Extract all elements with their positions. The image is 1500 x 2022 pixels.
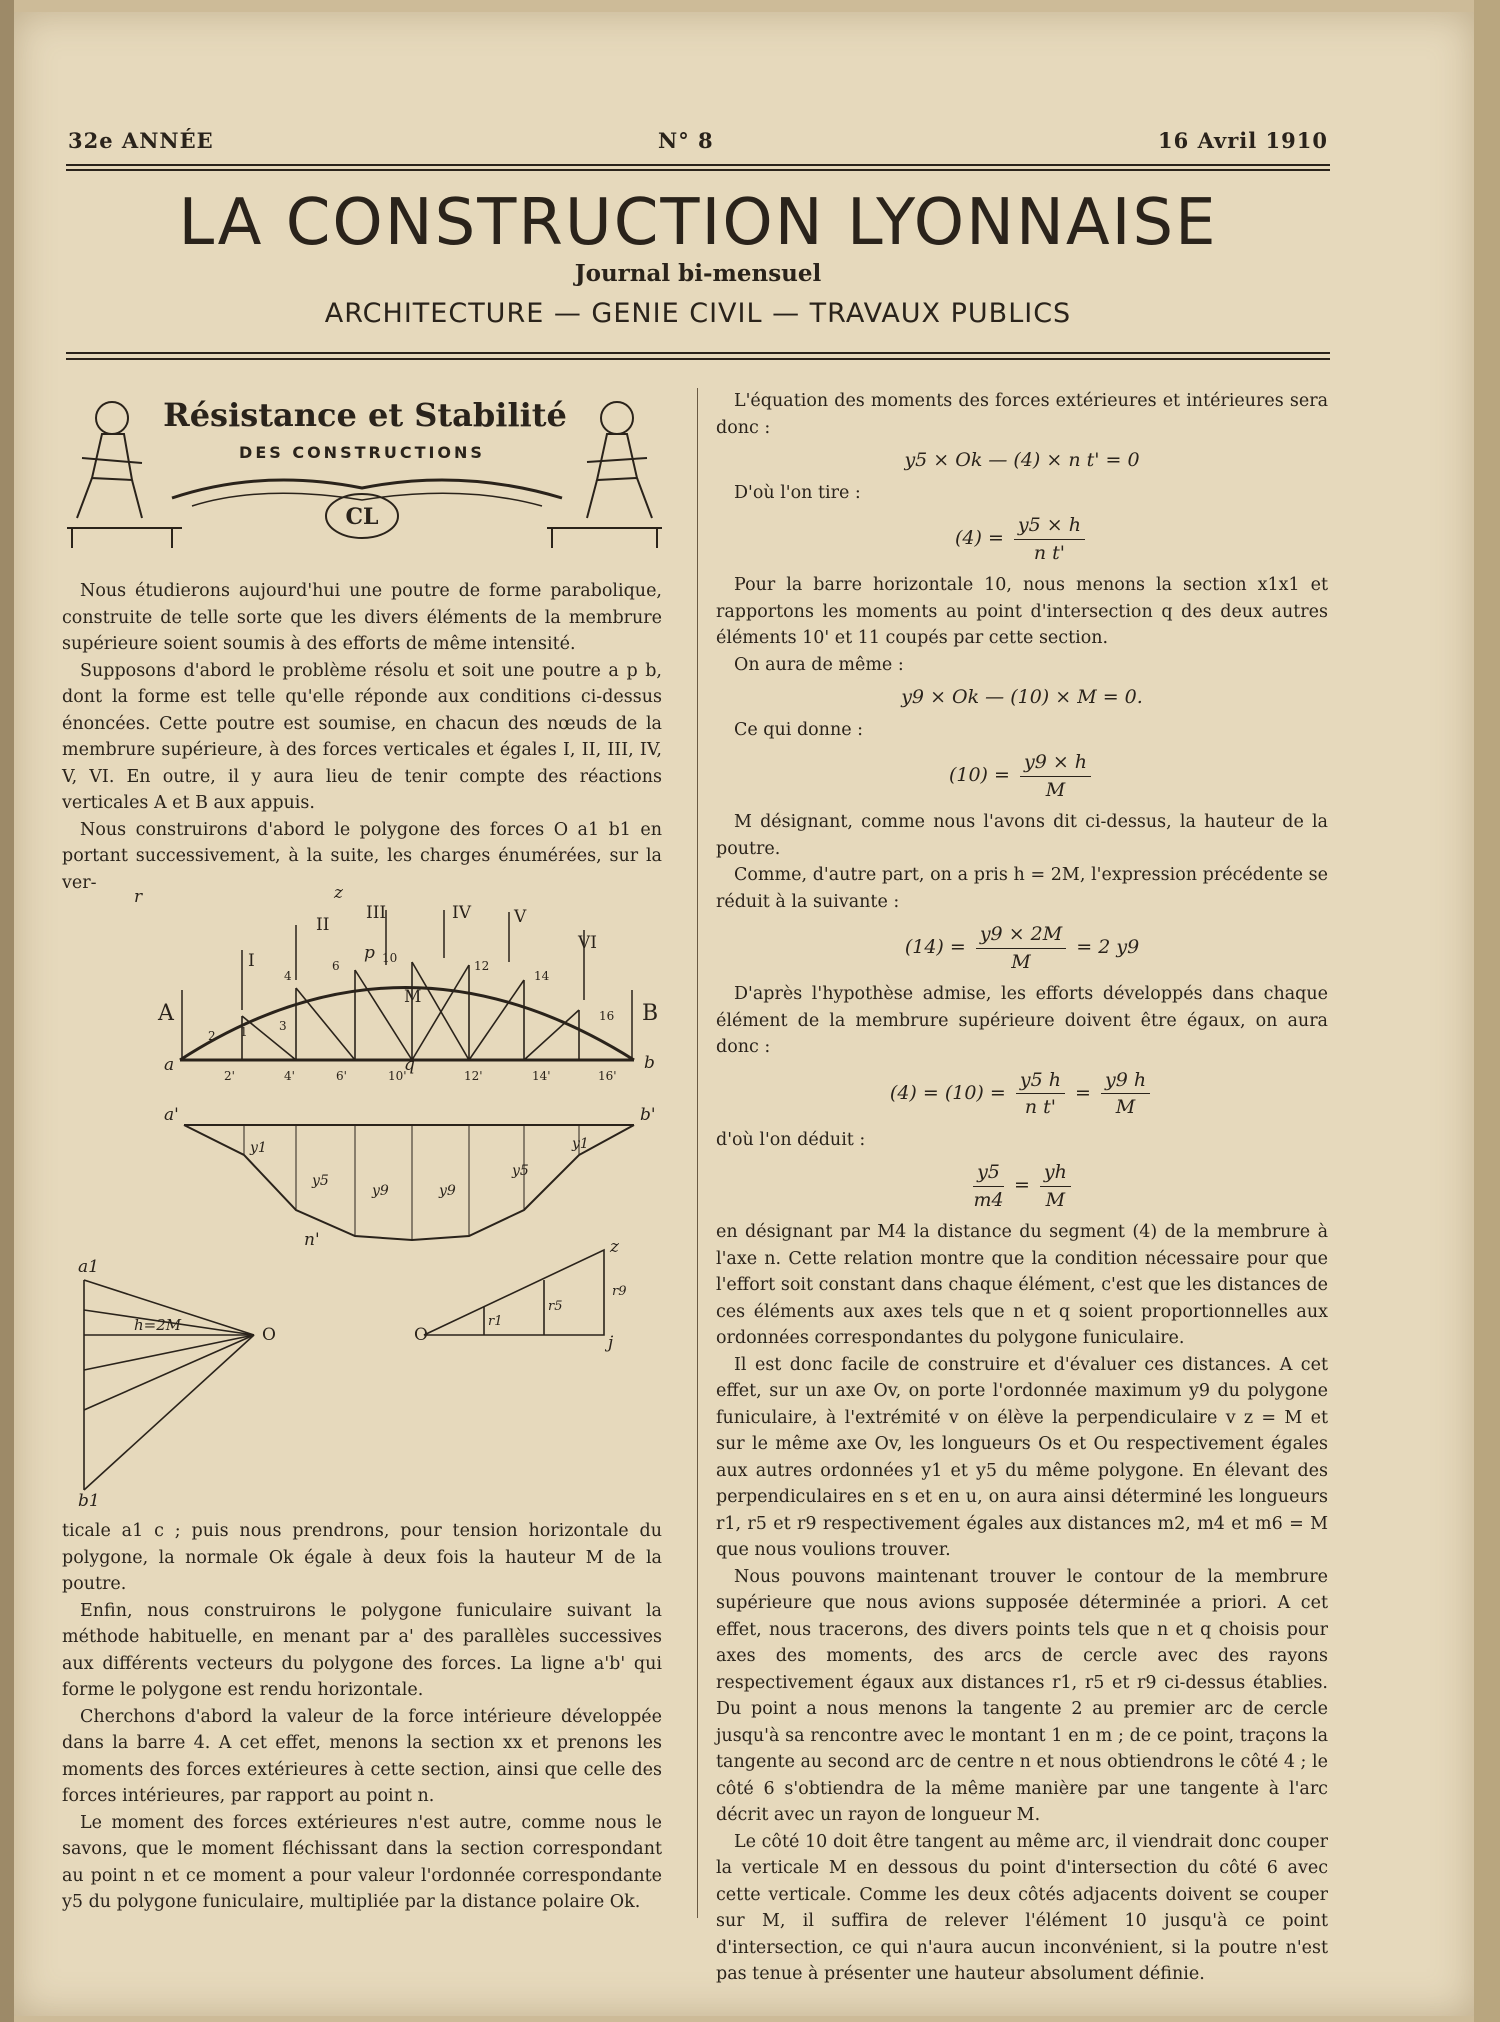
paragraph: Supposons d'abord le problème résolu et soit une poutre a p b, dont la forme est telle qu'elle réponde aux conditions ci-dessus énoncées. Cette poutre est soumise, en chacun des nœuds de la membrure supérieure, à des forces verticales et égales I, II, III, IV, V, VI. En outre, il y aura lieu de tenir compte des réactions verticales A et B aux appuis. [62,660,662,813]
paragraph: en désignant par M4 la distance du segment (4) de la membrure à l'axe n. Cette relation montre que la condition nécessaire pour que l'effort soit constant dans chaque élément, c'est que les distances de ces éléments aux axes tels que n et q soient proportionnelles aux ordonnées correspondantes du polygone funiculaire. [716,1222,1328,1348]
equation: y5 × Ok — (4) × n t' = 0 [904,449,1140,471]
header-rule-top [66,164,1330,166]
paragraph: Nous construirons d'abord le polygone des forces O a1 b1 en portant successivement, à la suite, les charges énumérées, sur la ver- [62,819,662,893]
point-label: j [608,1333,614,1353]
paragraph: Nous pouvons maintenant trouver le contour de la membrure supérieure que nous avions supposée déterminée a priori. A cet effet, nous tracerons, des divers points tels que n et q choisis pour axes des moments, des arcs de cercle avec des rayons respectivement égaux aux distances r1, r5 et r9 ci-dessus établies. Du point a nous menons la tangente 2 au premier arc de cercle jusqu'à sa rencontre avec le montant 1 en m ; de ce point, traçons la tangente au second arc de centre n et nous obtiendrons le côté 4 ; le côté 6 s'obtiendra de la même manière par une tangente à l'arc décrit avec un rayon de longueur M. [716,1566,1328,1825]
masthead-subtitle: Journal bi-mensuel [574,260,822,287]
force-polygon [84,1280,254,1490]
bar-label: 16' [598,1069,617,1083]
point-label: b' [640,1105,656,1125]
equation [716,921,1328,975]
point-label: r [134,887,143,907]
point-label: n' [304,1230,320,1250]
header-row [68,128,1328,153]
equation [716,512,1328,566]
column-separator [697,388,698,1918]
fraction [1020,749,1091,803]
fraction [976,921,1066,975]
point-label: q [404,1055,415,1075]
load-label: II [316,915,330,935]
denominator: m4 [973,1188,1004,1211]
paragraph: Pour la barre horizontale 10, nous menons la section x1x1 et rapportons les moments au point d'intersection q des deux autres éléments 10' et 11 coupés par cette section. [716,575,1328,648]
equals-sign: = [1013,1174,1030,1196]
paragraph: M désignant, comme nous l'avons dit ci-dessus, la hauteur de la poutre. [716,812,1328,859]
ordinate-label: y9 [372,1183,389,1199]
equation-lhs: (4) = (10) = [889,1081,1006,1104]
left-column-top [62,578,662,896]
point-label: b [644,1053,655,1073]
fraction [1014,512,1085,566]
paragraph: On aura de même : [734,654,904,675]
bar-label: 2' [224,1069,235,1083]
bar-label: 4' [284,1069,295,1083]
article-subtitle: DES CONSTRUCTIONS [239,443,485,462]
bar-label: 4 [284,969,292,983]
page-edge-left [0,0,14,2022]
numerator: y9 h [1101,1067,1150,1095]
bar-label: 2 [208,1029,216,1043]
ordinate-label: y5 [512,1163,529,1179]
ordinate-label: y5 [312,1173,329,1189]
numerator: y9 × h [1020,749,1091,777]
bar-label: 10' [388,1069,407,1083]
numerator: y5 × h [1014,512,1085,540]
bar-label: 10 [382,951,398,965]
header-rule-top-2 [66,169,1330,171]
distance-label: r5 [548,1299,563,1314]
masthead-sections: ARCHITECTURE — GENIE CIVIL — TRAVAUX PUBLICS [324,298,1072,329]
year-label: 32e ANNÉE [68,128,214,153]
bar-label: 1 [240,1025,248,1039]
ordinate-label: y1 [250,1140,267,1156]
issue-number: N° 8 [658,128,714,153]
bar-label: 6 [332,959,340,973]
point-label: z [334,883,343,903]
article-banner [62,388,668,560]
equation [716,1067,1328,1121]
bar-label: 16 [599,1009,615,1023]
denominator: M [1115,1096,1136,1118]
support-label: B [642,1001,659,1026]
bar-label: 12 [474,959,490,973]
distance-label: r1 [488,1314,503,1329]
equation-lhs: (10) = [948,764,1010,786]
point-label: O [414,1325,428,1345]
header-rule-bottom-2 [66,358,1330,360]
paragraph: Enfin, nous construirons le polygone funiculaire suivant la méthode habituelle, en menant par a' des parallèles successives aux différents vecteurs du polygone des forces. La ligne a'b' qui forme le polygone est rendu horizontale. [62,1600,662,1700]
bar-label: 3 [279,1019,287,1033]
truss-figure [64,870,664,1510]
numerator: yh [1040,1159,1071,1187]
paragraph: D'après l'hypothèse admise, les efforts développés dans chaque élément de la membrure supérieure doivent être égaux, on aura donc : [716,984,1328,1057]
equation [716,1159,1328,1213]
fraction [1016,1067,1065,1121]
paragraph: d'où l'on déduit : [716,1129,866,1150]
banner-monogram: CL [345,504,379,530]
denominator: n t' [1024,1096,1056,1118]
paragraph: Comme, d'autre part, on a pris h = 2M, l'expression précédente se réduit à la suivante : [716,865,1328,912]
numerator: y5 h [1016,1067,1065,1095]
load-label: VI [578,933,597,953]
paragraph: Le moment des forces extérieures n'est autre, comme nous le savons, que le moment fléchissant dans la section correspondant au point n et ce moment a pour valeur l'ordonnée correspondante y5 du polygone funiculaire, multipliée par la distance polaire Ok. [62,1812,662,1912]
point-label: p [364,943,375,963]
support-label: A [158,1001,174,1026]
equation [716,749,1328,803]
load-label: I [248,951,255,971]
paragraph: Le côté 10 doit être tangent au même arc, il viendrait donc couper la verticale M en dessous du point d'intersection du côté 6 avec cette verticale. Comme les deux côtés adjacents doivent se couper sur M, il suffira de relever l'élément 10 jusqu'à ce point d'intersection, ce qui n'aura aucun inconvénient, si la poutre n'est pas tenue à présenter une hauteur absolument définie. [716,1831,1328,1984]
paragraph: Nous étudierons aujourd'hui une poutre de forme parabolique, construite de telle sorte que les divers éléments de la membrure supérieure soient soumis à des efforts de même intensité. [62,581,662,654]
distance-label: r9 [612,1284,627,1299]
numerator: y5 [973,1159,1004,1187]
equation: y9 × Ok — (10) × M = 0. [901,686,1143,708]
ordinate-label: y1 [572,1136,589,1152]
paragraph: L'équation des moments des forces extérieures et intérieures sera donc : [716,391,1328,438]
equation-lhs: (4) = [955,527,1004,549]
page-edge-right [1474,0,1500,2022]
numerator: y9 × 2M [976,921,1066,949]
article-title: Résistance et Stabilité [163,396,567,434]
header-rule-bottom [66,352,1330,354]
point-label: z [610,1237,619,1257]
bar-label: 14 [534,969,550,983]
point-label: M [404,987,422,1007]
point-label: a1 [78,1257,99,1277]
pole-distance-label: h=2M [134,1316,182,1334]
paragraph: ticale a1 c ; puis nous prendrons, pour tension horizontale du polygone, la normale Ok égale à deux fois la hauteur M de la poutre. [62,1521,662,1594]
issue-date: 16 Avril 1910 [1158,128,1328,153]
garland-ornament [172,480,562,498]
point-label: O [262,1325,276,1345]
denominator: n t' [1033,541,1066,564]
paragraph: Cherchons d'abord la valeur de la force intérieure développée dans la barre 4. A cet effet, menons la section xx et prenons les moments des forces extérieures à cette section, ainsi que celle des forces intérieures, par rapport au point n. [62,1706,662,1806]
right-column [716,388,1328,1988]
load-label: III [366,903,387,923]
paragraph: Il est donc facile de construire et d'évaluer ces distances. A cet effet, sur un axe Ov, on porte l'ordonnée maximum y9 du polygone funiculaire, à l'extrémité v on élève la perpendiculaire v z = M et sur le même axe Ov, les longueurs Os et Ou respectivement égales aux autres ordonnées y1 et y5 du même polygone. En élevant des perpendiculaires en s et en u, on aura ainsi déterminé les longueurs r1, r5 et r9 respectivement égales aux distances m2, m4 et m6 = M que nous voulions trouver. [716,1354,1328,1560]
point-label: a [164,1055,175,1075]
left-column-bottom [62,1518,662,1916]
denominator: M [1045,1188,1066,1211]
point-label: a' [164,1105,179,1125]
load-label: IV [452,903,471,923]
fraction [973,1159,1004,1213]
masthead-title: LA CONSTRUCTION LYONNAISE [178,186,1218,260]
bar-label: 12' [464,1069,483,1083]
point-label: b1 [78,1491,100,1510]
banner-ornament [62,388,668,560]
denominator: M [1011,950,1031,973]
fraction [1040,1159,1071,1213]
equation-rhs: = 2 y9 [1076,936,1140,958]
equals-sign: = [1075,1081,1091,1104]
equation-lhs: (14) = [904,936,966,958]
paragraph: Ce qui donne : [734,719,864,740]
load-label: V [514,907,527,927]
paragraph: D'où l'on tire : [734,482,861,503]
distance-triangle [424,1250,604,1335]
bar-label: 14' [532,1069,551,1083]
denominator: M [1045,778,1066,801]
fraction [1101,1067,1150,1121]
ordinate-label: y9 [439,1183,456,1199]
bar-label: 6' [336,1069,347,1083]
